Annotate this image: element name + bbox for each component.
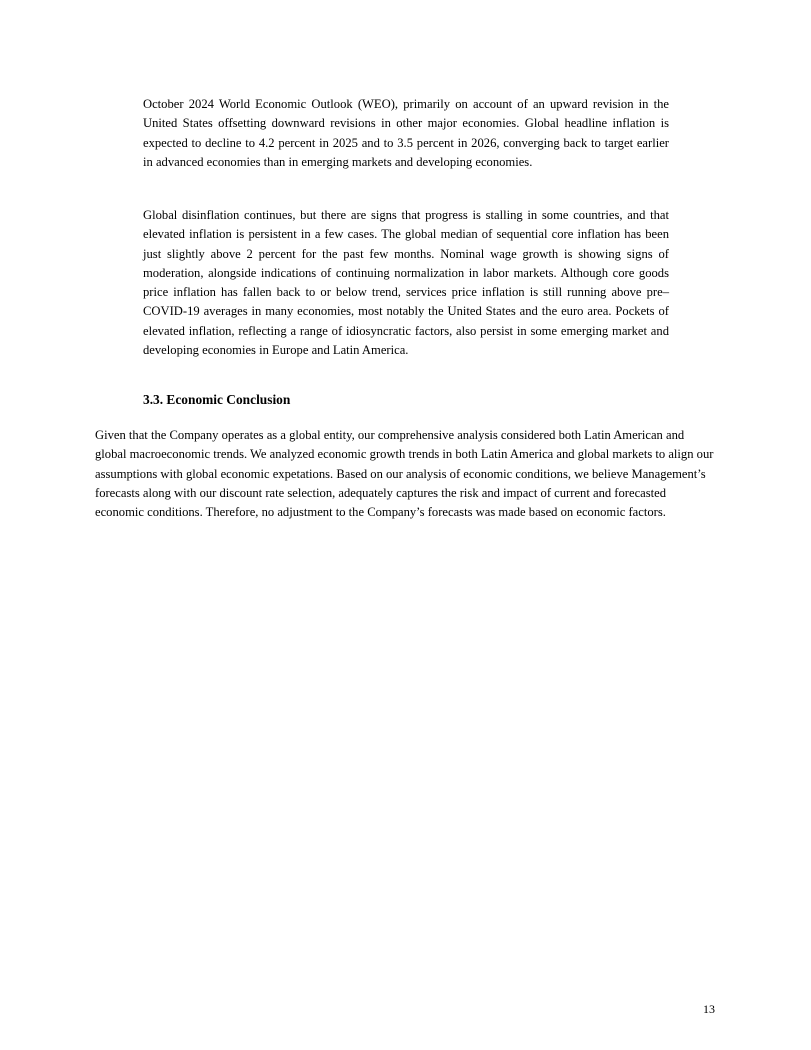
economic-conclusion-paragraph: Given that the Company operates as a global entity, our comprehensive analysis considered both Latin American and global macroeconomic trends. We analyzed economic growth trends in both Latin America and global markets to align our assumptions with global economic expetations. Based on our analysis of economic conditions, we believe Management’s forecasts along with our discount rate selection, adequately captures the risk and impact of current and forecasted economic conditions. Therefore, no adjustment to the Company’s forecasts was made based on economic factors. — [95, 428, 714, 520]
disinflation-paragraph: Global disinflation continues, but there are signs that progress is stalling in some countries, and that elevated inflation is persistent in a few cases. The global median of sequential core inflation has been just slightly above 2 percent for the past few months. Nominal wage growth is showing signs of moderation, alongside indications of continuing normalization in labor markets. Although core goods price inflation has fallen back to or below trend, services price inflation is still running above pre–COVID-19 averages in many economies, most notably the United States and the euro area. Pockets of elevated inflation, reflecting a range of idiosyncratic factors, also persist in some emerging market and developing economies in Europe and Latin America. — [143, 208, 669, 358]
weo-continuation-paragraph: October 2024 World Economic Outlook (WEO), primarily on account of an upward revision in the United States offsetting downward revisions in other major economies. Global headline inflation is expected to decline to 4.2 percent in 2025 and to 3.5 percent in 2026, converging back to target earlier in advanced economies than in emerging markets and developing economies. — [143, 97, 669, 169]
page-number: 13 — [703, 1002, 715, 1016]
section-heading-economic-conclusion: 3.3. Economic Conclusion — [143, 392, 291, 407]
